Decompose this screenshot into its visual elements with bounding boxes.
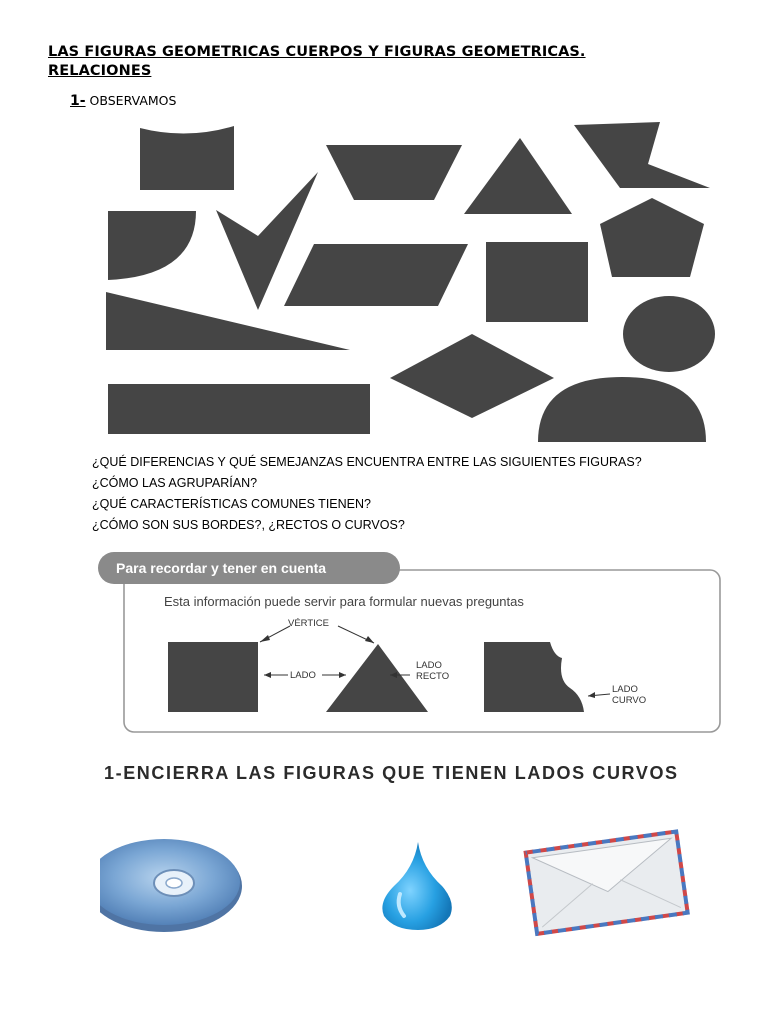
curved-top-rectangle-shape: [140, 126, 234, 190]
questions-list: [92, 452, 642, 536]
step-label: OBSERVAMOS: [89, 93, 177, 108]
step-heading: [70, 93, 176, 109]
step-number: 1-: [70, 93, 86, 109]
page-title: LAS FIGURAS GEOMETRICAS CUERPOS Y FIGURAS GEOMETRICAS. RELACIONES: [48, 44, 586, 79]
square-shape: [486, 242, 588, 322]
question-item: ¿QUÉ CARACTERÍSTICAS COMUNES TIENEN?: [92, 497, 371, 511]
envelope-icon[interactable]: [526, 831, 688, 933]
reminder-subtitle: Esta información puede servir para formular nuevas preguntas: [164, 594, 524, 609]
question-item: ¿CÓMO LAS AGRUPARÍAN?: [92, 476, 258, 490]
question-item: ¿CÓMO SON SUS BORDES?, ¿RECTOS O CURVOS?: [92, 518, 405, 532]
straight-side-label-2: RECTO: [416, 671, 450, 682]
curved-side-label-2: CURVO: [612, 695, 647, 706]
rectangle-shape: [108, 384, 370, 434]
shapes-panel: [92, 112, 722, 444]
water-drop-icon[interactable]: [382, 842, 451, 930]
reminder-box: [92, 546, 728, 738]
circle-shape: [623, 296, 715, 372]
question-item: ¿QUÉ DIFERENCIAS Y QUÉ SEMEJANZAS ENCUENTRA ENTRE LAS SIGUIENTES FIGURAS?: [92, 455, 642, 469]
exercise-title: 1-ENCIERRA LAS FIGURAS QUE TIENEN LADOS CURVOS: [104, 763, 679, 783]
vertex-label: VÉRTICE: [288, 618, 330, 629]
parallelogram-shape: [284, 244, 468, 306]
example-square-shape: [168, 642, 258, 712]
straight-side-label-1: LADO: [416, 660, 442, 671]
reminder-header: Para recordar y tener en cuenta: [116, 560, 327, 576]
exercise-items: [100, 820, 700, 940]
curved-side-label-1: LADO: [612, 684, 638, 695]
side-label: LADO: [290, 670, 316, 681]
cd-disc-icon[interactable]: [100, 839, 242, 932]
